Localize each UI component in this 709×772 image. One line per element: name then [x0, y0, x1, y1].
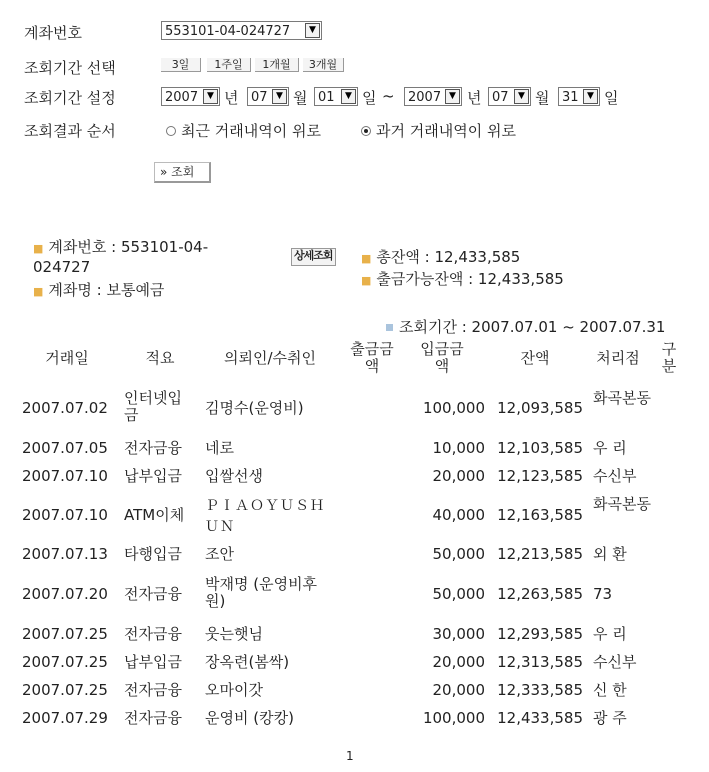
header-deposit: 입금금액	[420, 340, 464, 375]
row-party: 오마이갓	[205, 681, 263, 699]
row-balance: 12,293,585	[497, 625, 583, 643]
order-recent-radio[interactable]	[166, 126, 176, 136]
chevron-down-icon: ▼	[272, 89, 287, 104]
row-date: 2007.07.25	[22, 653, 108, 671]
row-memo: 전자금융	[124, 439, 182, 457]
start-month-value: 07	[251, 90, 268, 105]
row-deposit: 20,000	[432, 467, 485, 485]
chevron-down-icon: ▼	[583, 89, 598, 104]
end-year-value: 2007	[408, 90, 442, 105]
bullet-icon: ■	[361, 274, 372, 287]
end-month-unit: 월	[535, 89, 550, 107]
end-month-value: 07	[492, 90, 509, 105]
row-date: 2007.07.10	[22, 467, 108, 485]
row-party: 웃는햇님	[205, 625, 263, 643]
period-set-label: 조회기간 설정	[24, 89, 116, 107]
available-balance-text: 출금가능잔액 : 12,433,585	[376, 270, 564, 288]
order-recent-text: 최근 거래내역이 위로	[181, 122, 321, 140]
row-deposit: 30,000	[432, 625, 485, 643]
row-branch: 수신부	[593, 467, 637, 485]
order-label: 조회결과 순서	[24, 122, 116, 140]
header-memo: 적요	[145, 349, 175, 367]
end-day-select[interactable]	[558, 87, 600, 106]
row-memo: 타행입금	[124, 545, 182, 563]
row-party: 장옥련(봄싹)	[205, 653, 290, 671]
page-number: 1	[346, 749, 354, 763]
row-party: 네로	[205, 439, 234, 457]
detail-view-button[interactable]: 상세조회	[291, 248, 336, 266]
row-memo: 전자금융	[124, 625, 182, 643]
row-balance: 12,123,585	[497, 467, 583, 485]
summary-available-balance	[361, 268, 564, 289]
end-day-unit: 일	[604, 89, 619, 107]
row-party: ＰＩＡＯＹＵＳＨＵＮ	[205, 498, 325, 535]
row-memo: 전자금융	[124, 681, 182, 699]
chevron-down-icon: ▼	[203, 89, 218, 104]
summary-period-text: 조회기간 : 2007.07.01 ~ 2007.07.31	[399, 318, 666, 336]
row-balance: 12,313,585	[497, 653, 583, 671]
row-date: 2007.07.10	[22, 506, 108, 524]
row-balance: 12,163,585	[497, 506, 583, 524]
row-deposit: 50,000	[432, 585, 485, 603]
bullet-icon: ■	[33, 242, 44, 255]
row-deposit: 20,000	[432, 653, 485, 671]
row-party: 입쌀선생	[205, 467, 263, 485]
row-date: 2007.07.05	[22, 439, 108, 457]
header-date: 거래일	[45, 349, 89, 367]
row-party: 김명수(운영비)	[205, 399, 304, 417]
row-branch: 광 주	[593, 709, 627, 727]
row-balance: 12,333,585	[497, 681, 583, 699]
period-1month-button[interactable]: 1개월	[255, 58, 299, 72]
header-withdraw: 출금금액	[350, 340, 394, 375]
account-select-value: 553101-04-024727	[165, 24, 291, 39]
row-memo: 납부입금	[124, 653, 182, 671]
start-year-value: 2007	[165, 90, 199, 105]
row-party: 운영비 (캉캉)	[205, 709, 294, 727]
row-date: 2007.07.25	[22, 625, 108, 643]
row-balance: 12,093,585	[497, 399, 583, 417]
summary-account-text: 계좌번호 : 553101-04-024727	[33, 238, 209, 276]
header-party: 의뢰인/수취인	[224, 349, 316, 367]
row-deposit: 10,000	[432, 439, 485, 457]
row-balance: 12,103,585	[497, 439, 583, 457]
square-bullet-icon	[386, 324, 393, 331]
start-year-unit: 년	[224, 89, 239, 107]
header-branch: 처리점	[596, 349, 640, 367]
start-month-unit: 월	[293, 89, 308, 107]
end-month-select[interactable]	[488, 87, 531, 106]
bullet-icon: ■	[361, 252, 372, 265]
summary-period	[386, 316, 665, 337]
row-branch: 화곡본동	[593, 389, 651, 407]
start-year-select[interactable]	[161, 87, 220, 106]
bullet-icon: ■	[33, 285, 44, 298]
row-memo: ATM이체	[124, 506, 185, 524]
row-deposit: 40,000	[432, 506, 485, 524]
header-balance: 잔액	[520, 349, 550, 367]
row-deposit: 20,000	[432, 681, 485, 699]
order-recent-option[interactable]	[166, 120, 321, 141]
range-tilde: ~	[382, 87, 395, 105]
row-branch: 73	[593, 585, 613, 603]
row-date: 2007.07.25	[22, 681, 108, 699]
row-date: 2007.07.13	[22, 545, 108, 563]
row-date: 2007.07.20	[22, 585, 108, 603]
query-button[interactable]: » 조회	[154, 162, 211, 183]
row-memo: 인터넷입금	[124, 389, 182, 424]
period-select-label: 조회기간 선택	[24, 59, 116, 77]
row-memo: 전자금융	[124, 709, 182, 727]
row-deposit: 100,000	[422, 399, 485, 417]
summary-account-name	[33, 279, 164, 300]
start-day-value: 01	[318, 90, 335, 105]
row-branch: 우 리	[593, 625, 627, 643]
row-branch: 화곡본동	[593, 495, 651, 513]
row-branch: 우 리	[593, 439, 627, 457]
row-party: 박재명 (운영비후원)	[205, 575, 318, 610]
account-select[interactable]	[161, 21, 322, 40]
start-day-select[interactable]	[314, 87, 358, 106]
summary-account-name-text: 계좌명 : 보통예금	[48, 281, 165, 299]
row-memo: 전자금융	[124, 585, 182, 603]
chevron-down-icon: ▼	[445, 89, 460, 104]
row-deposit: 100,000	[422, 709, 485, 727]
chevron-down-icon: ▼	[305, 23, 320, 38]
end-year-select[interactable]	[404, 87, 462, 106]
row-balance: 12,433,585	[497, 709, 583, 727]
period-3months-button[interactable]: 3개월	[303, 58, 344, 72]
row-balance: 12,263,585	[497, 585, 583, 603]
row-date: 2007.07.29	[22, 709, 108, 727]
start-day-unit: 일	[362, 89, 377, 107]
chevron-down-icon: ▼	[514, 89, 529, 104]
row-branch: 수신부	[593, 653, 637, 671]
account-label: 계좌번호	[24, 24, 82, 42]
row-date: 2007.07.02	[22, 399, 108, 417]
chevron-down-icon: ▼	[341, 89, 356, 104]
total-balance-text: 총잔액 : 12,433,585	[376, 248, 521, 266]
period-1week-button[interactable]: 1주일	[207, 58, 251, 72]
row-party: 조안	[205, 545, 234, 563]
summary-account	[33, 238, 253, 277]
order-past-radio[interactable]	[361, 126, 371, 136]
order-past-text: 과거 거래내역이 위로	[376, 122, 516, 140]
header-type: 구분	[661, 340, 677, 375]
row-branch: 신 한	[593, 681, 627, 699]
period-3days-button[interactable]: 3일	[161, 58, 201, 72]
end-year-unit: 년	[467, 89, 482, 107]
end-day-value: 31	[562, 90, 579, 105]
row-deposit: 50,000	[432, 545, 485, 563]
order-past-option[interactable]	[361, 120, 516, 141]
row-balance: 12,213,585	[497, 545, 583, 563]
row-memo: 납부입금	[124, 467, 182, 485]
row-branch: 외 환	[593, 545, 627, 563]
start-month-select[interactable]	[247, 87, 289, 106]
summary-total-balance	[361, 246, 520, 267]
